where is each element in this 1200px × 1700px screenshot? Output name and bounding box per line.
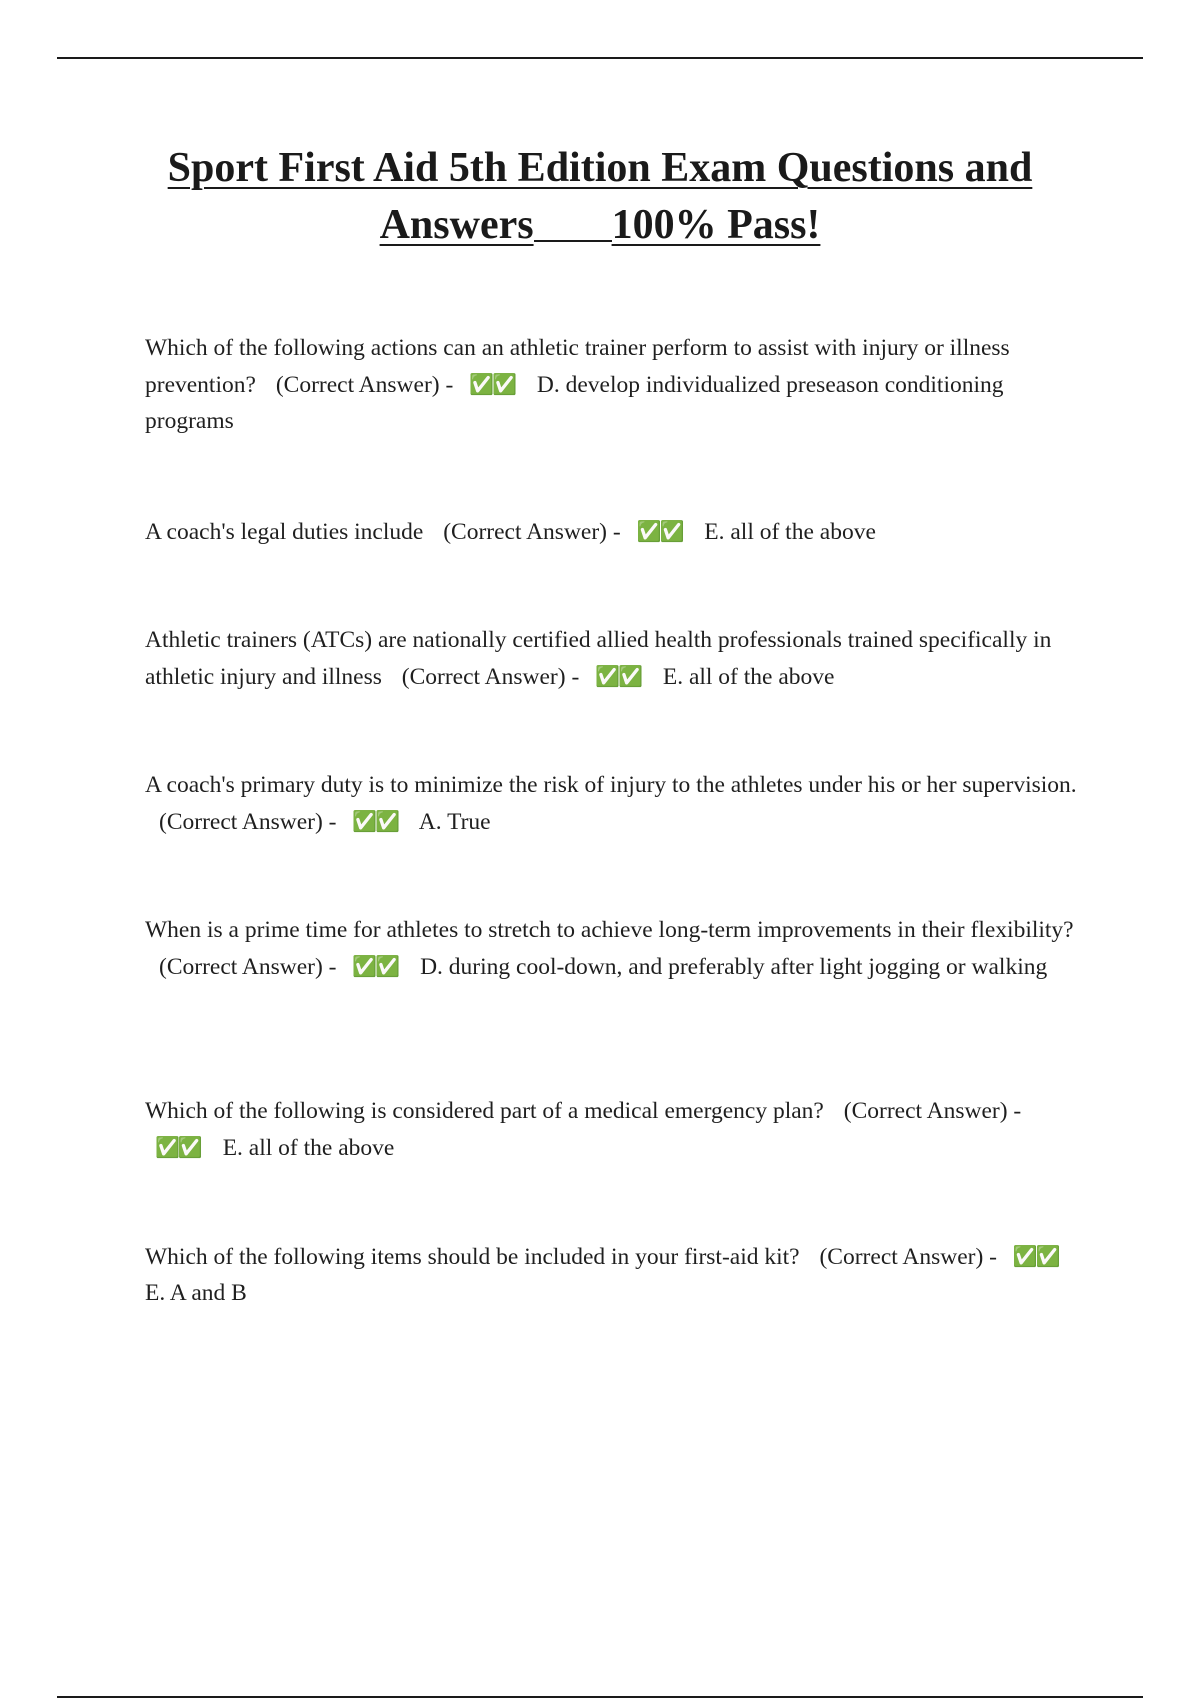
- qa-item: [145, 767, 1090, 840]
- question-text: Which of the following items should be included in your first-aid kit?: [145, 1244, 800, 1270]
- qa-item: [145, 912, 1090, 985]
- double-check-icon: ✅✅: [352, 954, 399, 978]
- answer-text: D. during cool-down, and preferably after light jogging or walking: [420, 954, 1048, 980]
- title-part-1: Sport First Aid 5th Edition Exam Questions and Answers: [167, 145, 1033, 248]
- qa-item: [145, 513, 1090, 550]
- title-underline-gap: [534, 238, 612, 242]
- answer-text: E. all of the above: [222, 1135, 395, 1161]
- correct-answer-tag: (Correct Answer) -: [843, 1098, 1022, 1124]
- question-text: Which of the following actions can an athletic trainer perform to assist with injury or illness prevention?: [145, 335, 1010, 398]
- double-check-icon: ✅✅: [595, 664, 641, 688]
- double-check-icon: ✅✅: [469, 372, 515, 396]
- question-text: A coach's legal duties include: [145, 519, 424, 545]
- double-check-icon: ✅✅: [636, 519, 683, 543]
- correct-answer-tag: (Correct Answer) -: [401, 664, 580, 690]
- answer-text: A. True: [418, 809, 491, 835]
- correct-answer-tag: (Correct Answer) -: [159, 809, 337, 835]
- double-check-icon: ✅✅: [352, 809, 399, 833]
- correct-answer-tag: (Correct Answer) -: [819, 1244, 997, 1270]
- qa-item: [145, 330, 1090, 439]
- question-text: A coach's primary duty is to minimize the risk of injury to the athletes under his or her supervision.: [145, 772, 1077, 798]
- answer-text: E. A and B: [145, 1280, 247, 1306]
- question-text: Athletic trainers (ATCs) are nationally certified allied health professionals trained specifically in athletic injury and illness: [145, 627, 1052, 690]
- qa-item: [145, 1238, 1090, 1311]
- correct-answer-tag: (Correct Answer) -: [443, 519, 621, 545]
- correct-answer-tag: (Correct Answer) -: [159, 954, 337, 980]
- double-check-icon: ✅✅: [155, 1135, 201, 1159]
- answer-text: E. all of the above: [704, 519, 876, 545]
- qa-item: [145, 622, 1090, 695]
- answer-text: D. develop individualized preseason conditioning programs: [145, 372, 1004, 434]
- qa-item: [145, 1093, 1090, 1166]
- question-text: Which of the following is considered part of a medical emergency plan?: [145, 1098, 824, 1124]
- correct-answer-tag: (Correct Answer) -: [275, 372, 454, 398]
- bottom-rule: [57, 1696, 1143, 1698]
- page-title: [120, 140, 1080, 254]
- answer-text: E. all of the above: [662, 664, 835, 690]
- title-part-2: 100% Pass!: [611, 202, 821, 248]
- top-rule: [57, 57, 1143, 59]
- question-text: When is a prime time for athletes to stretch to achieve long-term improvements in their flexibility?: [145, 917, 1074, 943]
- double-check-icon: ✅✅: [1012, 1244, 1059, 1268]
